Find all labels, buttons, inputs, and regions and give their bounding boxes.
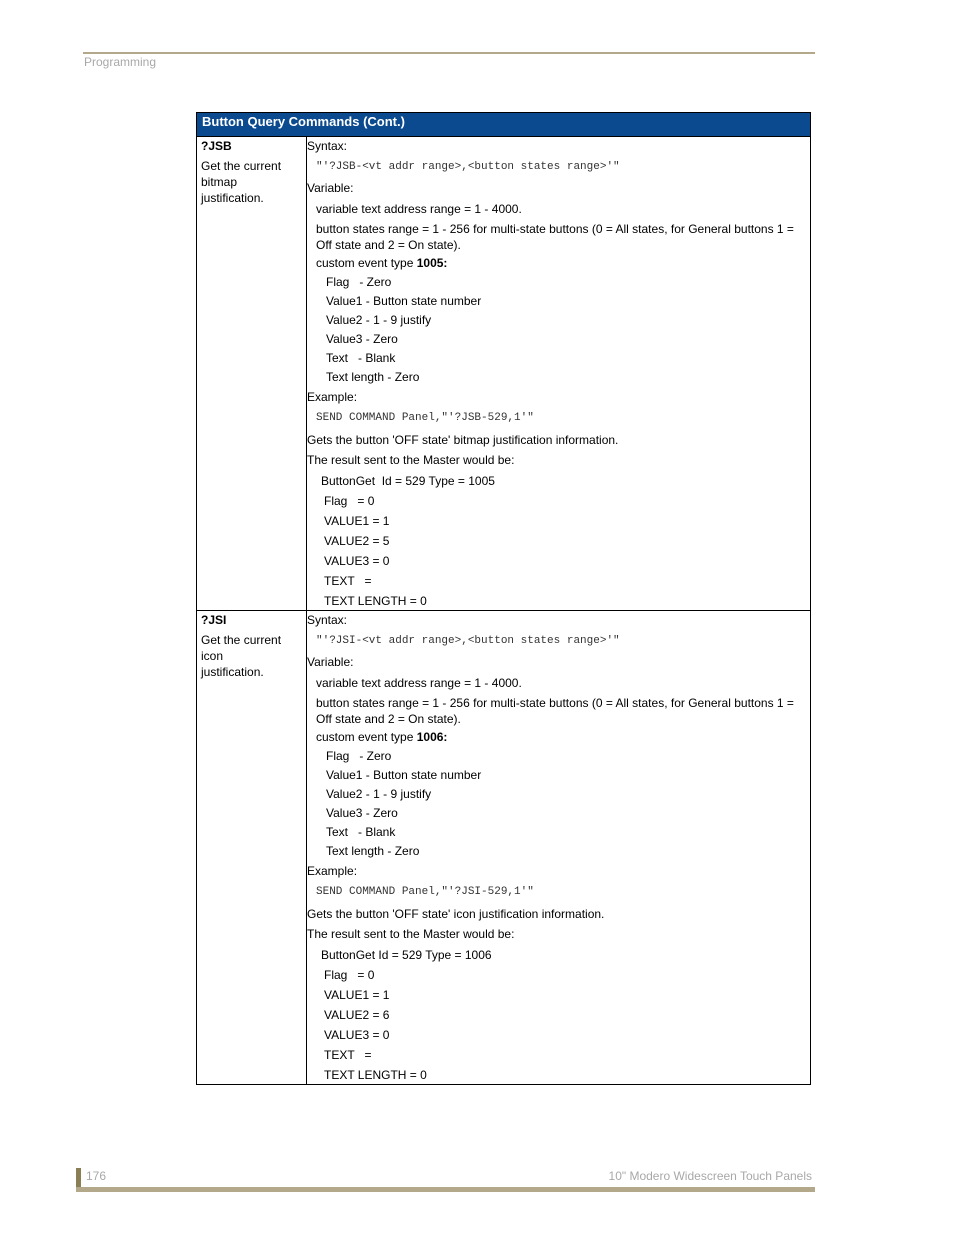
result-label: The result sent to the Master would be: <box>307 927 515 941</box>
command-name: ?JSB <box>201 139 232 153</box>
event-field: Value3 - Zero <box>326 806 398 820</box>
table-header-row <box>197 113 811 137</box>
custom-event-type: custom event type 1006: <box>316 730 448 744</box>
result-line: Flag = 0 <box>324 494 375 508</box>
event-field: Value1 - Button state number <box>326 768 482 782</box>
syntax-code: "'?JSI-<vt addr range>,<button states range>'" <box>316 635 620 647</box>
result-line: VALUE1 = 1 <box>324 514 390 528</box>
example-explanation: Gets the button 'OFF state' bitmap justification information. <box>307 433 619 447</box>
variable-label: Variable: <box>307 655 354 669</box>
result-line: TEXT = <box>324 574 372 588</box>
custom-event-type: custom event type 1005: <box>316 256 448 270</box>
result-line: VALUE2 = 6 <box>324 1008 390 1022</box>
result-line: Flag = 0 <box>324 968 375 982</box>
command-name: ?JSI <box>201 613 227 627</box>
command-cell <box>197 611 307 1085</box>
result-line: TEXT LENGTH = 0 <box>324 594 427 608</box>
example-label: Example: <box>307 390 358 404</box>
event-field: Text length - Zero <box>326 370 420 384</box>
example-explanation: Gets the button 'OFF state' icon justification information. <box>307 907 605 921</box>
event-field: Text length - Zero <box>326 844 420 858</box>
result-line: VALUE3 = 0 <box>324 1028 390 1042</box>
variable-states-range: button states range = 1 - 256 for multi-state buttons (0 = All states, for General buttons 1 = Off state and 2 = On state). <box>316 696 794 726</box>
syntax-code: "'?JSB-<vt addr range>,<button states range>'" <box>316 161 620 173</box>
result-line: VALUE3 = 0 <box>324 554 390 568</box>
details-cell <box>307 137 811 611</box>
event-field: Text - Blank <box>326 825 396 839</box>
result-line: VALUE1 = 1 <box>324 988 390 1002</box>
example-label: Example: <box>307 864 358 878</box>
example-code: SEND COMMAND Panel,"'?JSI-529,1'" <box>316 886 534 898</box>
event-field: Flag - Zero <box>326 749 392 763</box>
command-description: Get the current icon justification. <box>201 633 282 679</box>
variable-text-range: variable text address range = 1 - 4000. <box>316 676 522 690</box>
result-label: The result sent to the Master would be: <box>307 453 515 467</box>
example-code: SEND COMMAND Panel,"'?JSB-529,1'" <box>316 412 534 424</box>
page-number: 176 <box>86 1169 107 1183</box>
command-description: Get the current bitmap justification. <box>201 159 282 205</box>
command-cell <box>197 137 307 611</box>
event-field: Value2 - 1 - 9 justify <box>326 313 432 327</box>
result-header: ButtonGet Id = 529 Type = 1006 <box>321 948 492 962</box>
syntax-label: Syntax: <box>307 613 348 627</box>
event-field: Value3 - Zero <box>326 332 398 346</box>
event-field: Flag - Zero <box>326 275 392 289</box>
variable-states-range: button states range = 1 - 256 for multi-state buttons (0 = All states, for General buttons 1 = Off state and 2 = On state). <box>316 222 794 252</box>
button-query-commands-table <box>196 112 811 1085</box>
result-header: ButtonGet Id = 529 Type = 1005 <box>321 474 495 488</box>
table-row <box>197 137 811 611</box>
event-field: Value1 - Button state number <box>326 294 482 308</box>
result-line: VALUE2 = 5 <box>324 534 390 548</box>
syntax-label: Syntax: <box>307 139 348 153</box>
document-title: 10" Modero Widescreen Touch Panels <box>608 1169 812 1183</box>
event-field: Text - Blank <box>326 351 396 365</box>
section-label: Programming <box>84 55 157 69</box>
header-rule <box>83 52 815 54</box>
variable-text-range: variable text address range = 1 - 4000. <box>316 202 522 216</box>
result-line: TEXT = <box>324 1048 372 1062</box>
result-line: TEXT LENGTH = 0 <box>324 1068 427 1082</box>
table-row <box>197 611 811 1085</box>
footer-rule <box>76 1187 815 1192</box>
event-field: Value2 - 1 - 9 justify <box>326 787 432 801</box>
details-cell <box>307 611 811 1085</box>
variable-label: Variable: <box>307 181 354 195</box>
table-title: Button Query Commands (Cont.) <box>197 113 811 137</box>
